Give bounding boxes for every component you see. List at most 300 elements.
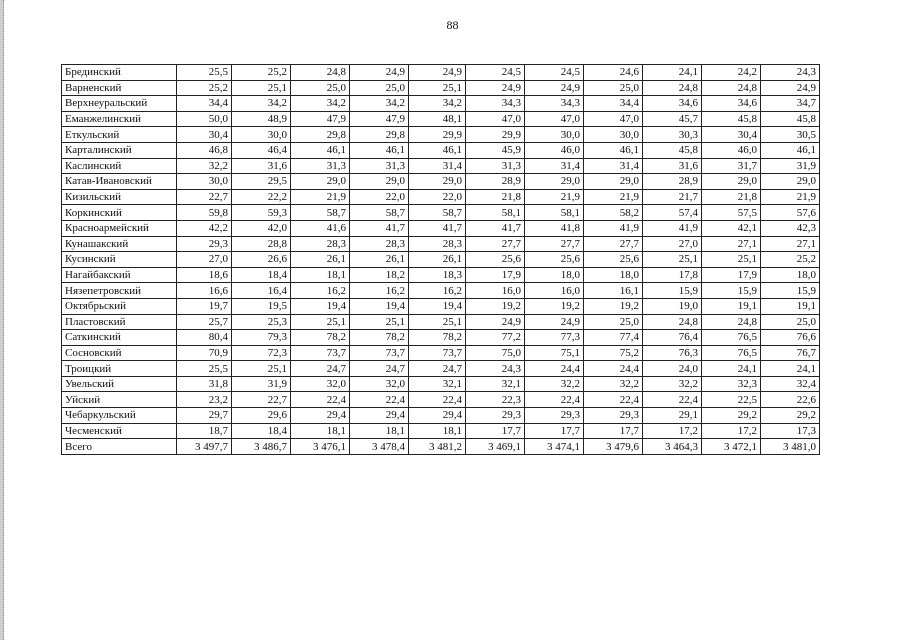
table-cell: 19,7 bbox=[177, 298, 232, 314]
table-cell: 16,0 bbox=[525, 283, 584, 299]
table-cell: 24,9 bbox=[761, 80, 820, 96]
table-cell: 3 479,6 bbox=[584, 439, 643, 455]
table-cell: 75,0 bbox=[466, 345, 525, 361]
table-cell: 21,7 bbox=[643, 189, 702, 205]
table-cell: 32,2 bbox=[525, 376, 584, 392]
table-cell: 15,9 bbox=[702, 283, 761, 299]
table-cell: 27,1 bbox=[761, 236, 820, 252]
table-cell: 24,1 bbox=[702, 361, 761, 377]
table-cell: 18,1 bbox=[291, 267, 350, 283]
table-cell: 76,5 bbox=[702, 330, 761, 346]
row-label: Нагайбакский bbox=[62, 267, 177, 283]
table-cell: 24,9 bbox=[466, 80, 525, 96]
table-cell: 24,9 bbox=[525, 80, 584, 96]
table-cell: 41,6 bbox=[291, 220, 350, 236]
table-cell: 21,9 bbox=[291, 189, 350, 205]
table-cell: 21,8 bbox=[702, 189, 761, 205]
table-cell: 16,1 bbox=[584, 283, 643, 299]
table-cell: 48,1 bbox=[409, 111, 466, 127]
table-cell: 76,7 bbox=[761, 345, 820, 361]
table-cell: 73,7 bbox=[291, 345, 350, 361]
table-cell: 22,3 bbox=[466, 392, 525, 408]
table-cell: 24,3 bbox=[761, 65, 820, 81]
table-cell: 25,0 bbox=[761, 314, 820, 330]
row-label: Варненский bbox=[62, 80, 177, 96]
row-label: Коркинский bbox=[62, 205, 177, 221]
table-cell: 25,5 bbox=[177, 361, 232, 377]
table-cell: 25,2 bbox=[761, 252, 820, 268]
table-cell: 22,6 bbox=[761, 392, 820, 408]
row-label: Еманжелинский bbox=[62, 111, 177, 127]
table-cell: 29,3 bbox=[177, 236, 232, 252]
table-cell: 22,0 bbox=[409, 189, 466, 205]
table-cell: 24,3 bbox=[466, 361, 525, 377]
table-cell: 17,9 bbox=[702, 267, 761, 283]
table-cell: 25,3 bbox=[232, 314, 291, 330]
table-cell: 31,4 bbox=[409, 158, 466, 174]
table-cell: 29,8 bbox=[350, 127, 409, 143]
table-cell: 25,0 bbox=[350, 80, 409, 96]
table-cell: 34,2 bbox=[409, 96, 466, 112]
row-label: Кизильский bbox=[62, 189, 177, 205]
table-row bbox=[62, 392, 820, 408]
table-cell: 31,9 bbox=[761, 158, 820, 174]
table-row bbox=[62, 283, 820, 299]
table-cell: 32,2 bbox=[177, 158, 232, 174]
table-cell: 30,3 bbox=[643, 127, 702, 143]
table-cell: 24,8 bbox=[643, 314, 702, 330]
table-cell: 31,3 bbox=[291, 158, 350, 174]
table-cell: 31,8 bbox=[177, 376, 232, 392]
table-cell: 46,1 bbox=[291, 142, 350, 158]
table-cell: 24,6 bbox=[584, 65, 643, 81]
row-label: Нязепетровский bbox=[62, 283, 177, 299]
table-cell: 18,0 bbox=[584, 267, 643, 283]
table-cell: 30,0 bbox=[232, 127, 291, 143]
table-cell: 73,7 bbox=[409, 345, 466, 361]
row-label: Чебаркульский bbox=[62, 408, 177, 424]
table-cell: 28,8 bbox=[232, 236, 291, 252]
table-row bbox=[62, 80, 820, 96]
table-cell: 30,5 bbox=[761, 127, 820, 143]
table-cell: 22,5 bbox=[702, 392, 761, 408]
table-cell: 59,3 bbox=[232, 205, 291, 221]
table-cell: 29,4 bbox=[350, 408, 409, 424]
table-cell: 29,2 bbox=[702, 408, 761, 424]
table-cell: 25,1 bbox=[409, 314, 466, 330]
table-cell: 46,1 bbox=[409, 142, 466, 158]
table-cell: 27,7 bbox=[584, 236, 643, 252]
table-cell: 25,6 bbox=[584, 252, 643, 268]
table-row bbox=[62, 174, 820, 190]
table-cell: 30,0 bbox=[584, 127, 643, 143]
table-cell: 19,1 bbox=[702, 298, 761, 314]
table-cell: 17,2 bbox=[702, 423, 761, 439]
page-edge-shadow bbox=[0, 0, 4, 640]
table-row bbox=[62, 345, 820, 361]
table-cell: 21,9 bbox=[761, 189, 820, 205]
table-cell: 26,1 bbox=[291, 252, 350, 268]
table-cell: 30,4 bbox=[702, 127, 761, 143]
table-cell: 47,0 bbox=[584, 111, 643, 127]
table-cell: 32,4 bbox=[761, 376, 820, 392]
table-cell: 47,0 bbox=[466, 111, 525, 127]
table-cell: 34,6 bbox=[643, 96, 702, 112]
table-cell: 57,4 bbox=[643, 205, 702, 221]
table-cell: 78,2 bbox=[291, 330, 350, 346]
row-label: Октябрьский bbox=[62, 298, 177, 314]
table-cell: 21,8 bbox=[466, 189, 525, 205]
table-cell: 29,3 bbox=[584, 408, 643, 424]
table-cell: 26,1 bbox=[350, 252, 409, 268]
table-row bbox=[62, 267, 820, 283]
table-cell: 30,0 bbox=[525, 127, 584, 143]
table-cell: 28,3 bbox=[291, 236, 350, 252]
table-cell: 26,1 bbox=[409, 252, 466, 268]
table-cell: 24,9 bbox=[525, 314, 584, 330]
table-cell: 17,2 bbox=[643, 423, 702, 439]
table-cell: 34,4 bbox=[584, 96, 643, 112]
table-row bbox=[62, 314, 820, 330]
table-row bbox=[62, 205, 820, 221]
table-cell: 30,4 bbox=[177, 127, 232, 143]
row-label: Пластовский bbox=[62, 314, 177, 330]
table-cell: 22,4 bbox=[584, 392, 643, 408]
table-cell: 58,7 bbox=[350, 205, 409, 221]
table-cell: 45,8 bbox=[643, 142, 702, 158]
table-cell: 29,0 bbox=[350, 174, 409, 190]
table-body bbox=[62, 65, 820, 455]
table-cell: 28,3 bbox=[350, 236, 409, 252]
table-cell: 34,7 bbox=[761, 96, 820, 112]
table-cell: 22,4 bbox=[350, 392, 409, 408]
table-cell: 58,1 bbox=[525, 205, 584, 221]
table-row bbox=[62, 298, 820, 314]
table-cell: 70,9 bbox=[177, 345, 232, 361]
table-cell: 79,3 bbox=[232, 330, 291, 346]
row-label: Увельский bbox=[62, 376, 177, 392]
table-cell: 76,6 bbox=[761, 330, 820, 346]
table-cell: 22,4 bbox=[525, 392, 584, 408]
table-cell: 59,8 bbox=[177, 205, 232, 221]
table-cell: 18,1 bbox=[291, 423, 350, 439]
table-cell: 41,8 bbox=[525, 220, 584, 236]
table-cell: 17,7 bbox=[466, 423, 525, 439]
table-cell: 34,3 bbox=[525, 96, 584, 112]
table-cell: 25,1 bbox=[409, 80, 466, 96]
table-cell: 25,0 bbox=[584, 80, 643, 96]
table-cell: 31,9 bbox=[232, 376, 291, 392]
table-cell: 27,0 bbox=[177, 252, 232, 268]
table-cell: 22,0 bbox=[350, 189, 409, 205]
table-cell: 19,0 bbox=[643, 298, 702, 314]
table-cell: 76,4 bbox=[643, 330, 702, 346]
table-cell: 24,7 bbox=[291, 361, 350, 377]
table-row bbox=[62, 127, 820, 143]
table-cell: 27,7 bbox=[466, 236, 525, 252]
table-cell: 31,7 bbox=[702, 158, 761, 174]
table-cell: 28,9 bbox=[643, 174, 702, 190]
table-cell: 3 481,0 bbox=[761, 439, 820, 455]
table-cell: 46,1 bbox=[584, 142, 643, 158]
table-cell: 24,8 bbox=[291, 65, 350, 81]
table-row bbox=[62, 158, 820, 174]
table-cell: 58,2 bbox=[584, 205, 643, 221]
table-row bbox=[62, 408, 820, 424]
table-row bbox=[62, 439, 820, 455]
table-cell: 25,5 bbox=[177, 65, 232, 81]
table-cell: 22,4 bbox=[643, 392, 702, 408]
table-cell: 19,2 bbox=[466, 298, 525, 314]
table-cell: 29,3 bbox=[525, 408, 584, 424]
table-cell: 29,4 bbox=[291, 408, 350, 424]
table-cell: 58,7 bbox=[409, 205, 466, 221]
table-cell: 46,8 bbox=[177, 142, 232, 158]
table-row bbox=[62, 65, 820, 81]
table-cell: 24,7 bbox=[350, 361, 409, 377]
table-cell: 32,3 bbox=[702, 376, 761, 392]
table-cell: 22,7 bbox=[232, 392, 291, 408]
table-cell: 19,4 bbox=[350, 298, 409, 314]
table-cell: 30,0 bbox=[177, 174, 232, 190]
table-cell: 29,5 bbox=[232, 174, 291, 190]
table-cell: 32,2 bbox=[584, 376, 643, 392]
table-cell: 22,2 bbox=[232, 189, 291, 205]
table-cell: 29,0 bbox=[525, 174, 584, 190]
table-row bbox=[62, 142, 820, 158]
table-cell: 77,3 bbox=[525, 330, 584, 346]
table-cell: 18,6 bbox=[177, 267, 232, 283]
table-cell: 19,5 bbox=[232, 298, 291, 314]
table-cell: 16,2 bbox=[291, 283, 350, 299]
table-cell: 17,3 bbox=[761, 423, 820, 439]
table-cell: 18,4 bbox=[232, 423, 291, 439]
row-label: Красноармейский bbox=[62, 220, 177, 236]
table-row bbox=[62, 423, 820, 439]
table-cell: 34,2 bbox=[232, 96, 291, 112]
table-cell: 78,2 bbox=[350, 330, 409, 346]
table-cell: 45,8 bbox=[761, 111, 820, 127]
table-row bbox=[62, 376, 820, 392]
table-cell: 17,9 bbox=[466, 267, 525, 283]
table-cell: 78,2 bbox=[409, 330, 466, 346]
row-label: Всего bbox=[62, 439, 177, 455]
table-cell: 24,5 bbox=[525, 65, 584, 81]
table-cell: 41,9 bbox=[643, 220, 702, 236]
table-cell: 32,0 bbox=[350, 376, 409, 392]
row-label: Троицкий bbox=[62, 361, 177, 377]
table-cell: 34,2 bbox=[350, 96, 409, 112]
table-cell: 19,2 bbox=[584, 298, 643, 314]
table-cell: 34,2 bbox=[291, 96, 350, 112]
table-cell: 42,0 bbox=[232, 220, 291, 236]
table-row bbox=[62, 252, 820, 268]
table-cell: 17,7 bbox=[525, 423, 584, 439]
row-label: Брединский bbox=[62, 65, 177, 81]
row-label: Верхнеуральский bbox=[62, 96, 177, 112]
table-cell: 29,3 bbox=[466, 408, 525, 424]
table-cell: 3 469,1 bbox=[466, 439, 525, 455]
table-cell: 42,1 bbox=[702, 220, 761, 236]
table-cell: 29,0 bbox=[291, 174, 350, 190]
table-cell: 16,6 bbox=[177, 283, 232, 299]
table-cell: 75,2 bbox=[584, 345, 643, 361]
table-cell: 22,7 bbox=[177, 189, 232, 205]
table-cell: 32,0 bbox=[291, 376, 350, 392]
table-cell: 24,4 bbox=[525, 361, 584, 377]
table-cell: 31,3 bbox=[466, 158, 525, 174]
table-cell: 45,8 bbox=[702, 111, 761, 127]
table-cell: 25,0 bbox=[584, 314, 643, 330]
table-cell: 80,4 bbox=[177, 330, 232, 346]
table-cell: 18,1 bbox=[409, 423, 466, 439]
table-cell: 18,4 bbox=[232, 267, 291, 283]
table-cell: 21,9 bbox=[525, 189, 584, 205]
table-cell: 27,7 bbox=[525, 236, 584, 252]
table-cell: 24,9 bbox=[350, 65, 409, 81]
table-cell: 41,9 bbox=[584, 220, 643, 236]
table-cell: 25,1 bbox=[350, 314, 409, 330]
table-cell: 24,1 bbox=[643, 65, 702, 81]
table-cell: 27,0 bbox=[643, 236, 702, 252]
table-cell: 31,4 bbox=[525, 158, 584, 174]
table-cell: 16,4 bbox=[232, 283, 291, 299]
table-cell: 24,9 bbox=[409, 65, 466, 81]
table-cell: 16,0 bbox=[466, 283, 525, 299]
data-table bbox=[61, 64, 820, 455]
table-cell: 29,9 bbox=[409, 127, 466, 143]
table-cell: 18,1 bbox=[350, 423, 409, 439]
table-row bbox=[62, 220, 820, 236]
table-cell: 3 474,1 bbox=[525, 439, 584, 455]
table-cell: 27,1 bbox=[702, 236, 761, 252]
table-row bbox=[62, 189, 820, 205]
table-cell: 25,2 bbox=[177, 80, 232, 96]
table-cell: 25,1 bbox=[232, 80, 291, 96]
table-cell: 25,2 bbox=[232, 65, 291, 81]
table-cell: 19,4 bbox=[291, 298, 350, 314]
row-label: Катав-Ивановский bbox=[62, 174, 177, 190]
table-cell: 29,6 bbox=[232, 408, 291, 424]
table-cell: 24,2 bbox=[702, 65, 761, 81]
table-cell: 28,9 bbox=[466, 174, 525, 190]
table-row bbox=[62, 111, 820, 127]
table-cell: 18,7 bbox=[177, 423, 232, 439]
table-cell: 21,9 bbox=[584, 189, 643, 205]
table-row bbox=[62, 236, 820, 252]
table-cell: 22,4 bbox=[291, 392, 350, 408]
table-cell: 25,0 bbox=[291, 80, 350, 96]
table-cell: 3 476,1 bbox=[291, 439, 350, 455]
table-cell: 24,7 bbox=[409, 361, 466, 377]
table-cell: 24,0 bbox=[643, 361, 702, 377]
table-cell: 19,1 bbox=[761, 298, 820, 314]
table-cell: 24,1 bbox=[761, 361, 820, 377]
table-cell: 76,5 bbox=[702, 345, 761, 361]
table-cell: 76,3 bbox=[643, 345, 702, 361]
table-cell: 41,7 bbox=[466, 220, 525, 236]
row-label: Уйский bbox=[62, 392, 177, 408]
table-cell: 29,2 bbox=[761, 408, 820, 424]
table-cell: 3 478,4 bbox=[350, 439, 409, 455]
table-cell: 3 472,1 bbox=[702, 439, 761, 455]
table-cell: 32,2 bbox=[643, 376, 702, 392]
table-cell: 48,9 bbox=[232, 111, 291, 127]
row-label: Еткульский bbox=[62, 127, 177, 143]
table-cell: 15,9 bbox=[761, 283, 820, 299]
table-cell: 58,1 bbox=[466, 205, 525, 221]
table-cell: 29,1 bbox=[643, 408, 702, 424]
table-cell: 46,1 bbox=[350, 142, 409, 158]
table-cell: 47,9 bbox=[350, 111, 409, 127]
table-cell: 25,6 bbox=[466, 252, 525, 268]
table-cell: 22,4 bbox=[409, 392, 466, 408]
table-cell: 23,2 bbox=[177, 392, 232, 408]
table-cell: 25,1 bbox=[291, 314, 350, 330]
page-number: 88 bbox=[446, 18, 459, 32]
table-cell: 24,8 bbox=[643, 80, 702, 96]
table-cell: 16,2 bbox=[350, 283, 409, 299]
table-cell: 29,0 bbox=[761, 174, 820, 190]
table-cell: 57,5 bbox=[702, 205, 761, 221]
table-cell: 77,2 bbox=[466, 330, 525, 346]
row-label: Чесменский bbox=[62, 423, 177, 439]
table-cell: 29,7 bbox=[177, 408, 232, 424]
table-cell: 41,7 bbox=[350, 220, 409, 236]
table-cell: 57,6 bbox=[761, 205, 820, 221]
table-cell: 26,6 bbox=[232, 252, 291, 268]
table-cell: 32,1 bbox=[466, 376, 525, 392]
table-cell: 46,0 bbox=[702, 142, 761, 158]
table-cell: 34,6 bbox=[702, 96, 761, 112]
row-label: Кусинский bbox=[62, 252, 177, 268]
table-cell: 25,7 bbox=[177, 314, 232, 330]
table-cell: 75,1 bbox=[525, 345, 584, 361]
table-cell: 18,2 bbox=[350, 267, 409, 283]
table-cell: 77,4 bbox=[584, 330, 643, 346]
table-cell: 47,9 bbox=[291, 111, 350, 127]
table-cell: 19,2 bbox=[525, 298, 584, 314]
table-cell: 45,9 bbox=[466, 142, 525, 158]
table-row bbox=[62, 96, 820, 112]
table-cell: 31,3 bbox=[350, 158, 409, 174]
table-cell: 25,1 bbox=[702, 252, 761, 268]
table-cell: 24,4 bbox=[584, 361, 643, 377]
table-cell: 29,4 bbox=[409, 408, 466, 424]
table-cell: 28,3 bbox=[409, 236, 466, 252]
table-row bbox=[62, 361, 820, 377]
table-cell: 72,3 bbox=[232, 345, 291, 361]
table-cell: 31,6 bbox=[232, 158, 291, 174]
table-cell: 45,7 bbox=[643, 111, 702, 127]
table-cell: 18,0 bbox=[761, 267, 820, 283]
row-label: Каслинский bbox=[62, 158, 177, 174]
table-cell: 34,3 bbox=[466, 96, 525, 112]
table-cell: 34,4 bbox=[177, 96, 232, 112]
table-cell: 17,7 bbox=[584, 423, 643, 439]
table-cell: 18,0 bbox=[525, 267, 584, 283]
table-row bbox=[62, 330, 820, 346]
table-cell: 29,0 bbox=[702, 174, 761, 190]
table-cell: 19,4 bbox=[409, 298, 466, 314]
table-cell: 46,0 bbox=[525, 142, 584, 158]
row-label: Саткинский bbox=[62, 330, 177, 346]
table-cell: 29,0 bbox=[409, 174, 466, 190]
table-cell: 3 486,7 bbox=[232, 439, 291, 455]
table-cell: 3 481,2 bbox=[409, 439, 466, 455]
table-cell: 46,1 bbox=[761, 142, 820, 158]
table-cell: 29,0 bbox=[584, 174, 643, 190]
